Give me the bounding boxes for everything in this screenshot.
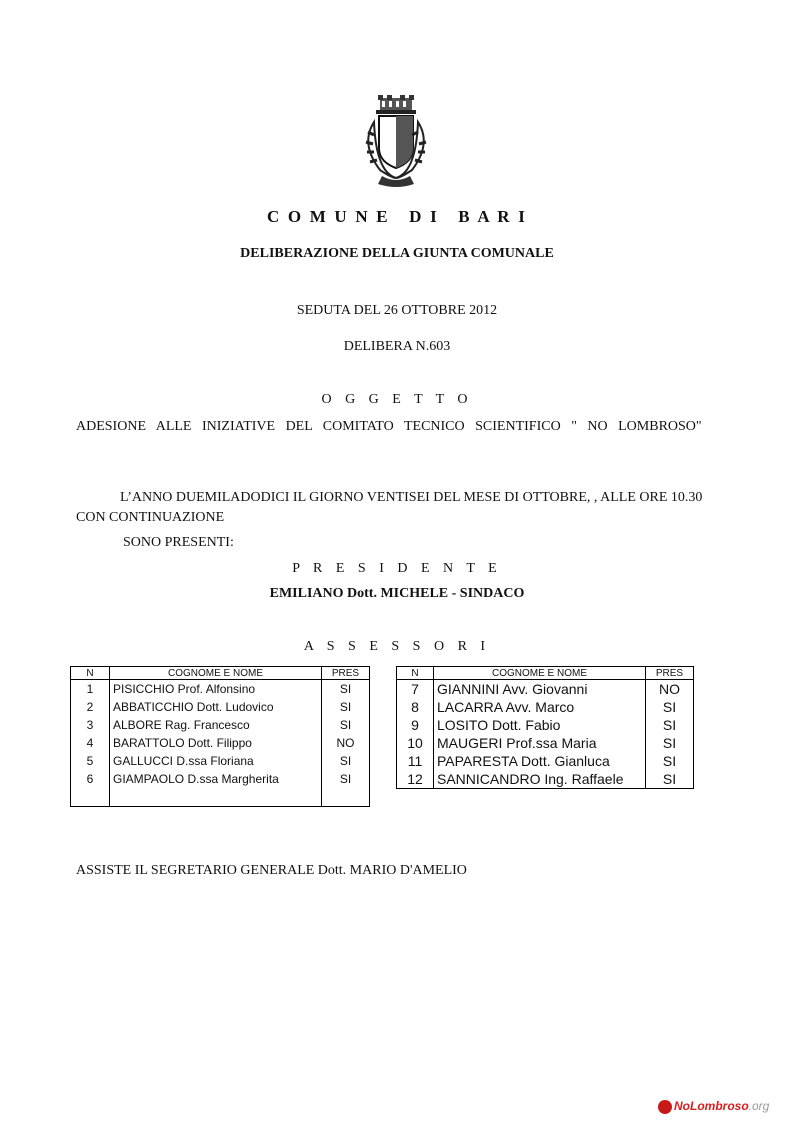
row-present: NO xyxy=(646,680,694,699)
row-present: SI xyxy=(322,698,370,716)
meeting-opening-text: L’ANNO DUEMILADODICI IL GIORNO VENTISEI DEL MESE DI OTTOBRE, , ALLE ORE 10.30 CON CONTINUAZIONE xyxy=(76,490,703,525)
row-present: SI xyxy=(646,698,694,716)
deliberation-number: DELIBERA N.603 xyxy=(343,339,451,354)
row-number: 9 xyxy=(397,716,434,734)
session-date: SEDUTA DEL 26 OTTOBRE 2012 xyxy=(296,303,498,318)
row-present: SI xyxy=(646,770,694,788)
row-number: 1 xyxy=(71,680,110,699)
president-name: EMILIANO Dott. MICHELE - SINDACO xyxy=(269,586,525,601)
row-number: 8 xyxy=(397,698,434,716)
row-number: 3 xyxy=(71,716,110,734)
subject-text: ADESIONE ALLE INIZIATIVE DEL COMITATO TECNICO SCIENTIFICO " NO LOMBROSO" xyxy=(76,419,702,434)
logo-text: NoLombroso.org xyxy=(674,1099,770,1113)
nolombroso-logo xyxy=(658,1097,778,1117)
assessors-heading: A S S E S S O R I xyxy=(303,639,491,654)
table-row xyxy=(397,698,694,716)
row-number: 10 xyxy=(397,734,434,752)
col-header-number: N xyxy=(71,667,110,680)
row-name: BARATTOLO Dott. Filippo xyxy=(110,734,322,752)
comune-title: C O M U N E D I B A R I xyxy=(266,207,528,226)
row-name: GIAMPAOLO D.ssa Margherita xyxy=(110,770,322,806)
row-present: SI xyxy=(322,752,370,770)
deliberation-title: DELIBERAZIONE DELLA GIUNTA COMUNALE xyxy=(240,246,554,261)
president-heading: P R E S I D E N T E xyxy=(292,561,502,576)
assessors-table-right xyxy=(396,666,694,789)
col-header-name: COGNOME E NOME xyxy=(434,667,646,680)
row-number: 4 xyxy=(71,734,110,752)
table-row xyxy=(397,734,694,752)
row-present: SI xyxy=(322,680,370,699)
row-present: SI xyxy=(646,734,694,752)
coat-of-arms-icon xyxy=(354,92,438,188)
row-present: SI xyxy=(646,752,694,770)
row-name: LACARRA Avv. Marco xyxy=(434,698,646,716)
row-present: SI xyxy=(646,716,694,734)
row-number: 5 xyxy=(71,752,110,770)
col-header-number: N xyxy=(397,667,434,680)
subject-heading: O G G E T T O xyxy=(321,392,473,407)
table-row xyxy=(71,734,370,752)
table-row xyxy=(71,716,370,734)
secretary-line: ASSISTE IL SEGRETARIO GENERALE Dott. MARIO D'AMELIO xyxy=(76,863,467,878)
present-label: SONO PRESENTI: xyxy=(123,535,234,550)
row-name: PAPARESTA Dott. Gianluca xyxy=(434,752,646,770)
row-name: ABBATICCHIO Dott. Ludovico xyxy=(110,698,322,716)
row-present: SI xyxy=(322,716,370,734)
table-row xyxy=(397,716,694,734)
row-name: MAUGERI Prof.ssa Maria xyxy=(434,734,646,752)
row-number: 6 xyxy=(71,770,110,806)
table-row xyxy=(397,680,694,699)
logo-circle-icon xyxy=(658,1100,672,1114)
table-row xyxy=(397,770,694,788)
row-name: GALLUCCI D.ssa Floriana xyxy=(110,752,322,770)
assessors-table-left xyxy=(70,666,370,807)
col-header-name: COGNOME E NOME xyxy=(110,667,322,680)
row-name: PISICCHIO Prof. Alfonsino xyxy=(110,680,322,699)
row-number: 7 xyxy=(397,680,434,699)
table-row xyxy=(397,752,694,770)
col-header-present: PRES xyxy=(322,667,370,680)
table-row xyxy=(71,680,370,699)
col-header-present: PRES xyxy=(646,667,694,680)
table-row xyxy=(71,770,370,806)
row-present: SI xyxy=(322,770,370,806)
row-name: LOSITO Dott. Fabio xyxy=(434,716,646,734)
row-name: GIANNINI Avv. Giovanni xyxy=(434,680,646,699)
row-number: 12 xyxy=(397,770,434,788)
row-number: 2 xyxy=(71,698,110,716)
table-row xyxy=(71,752,370,770)
row-name: SANNICANDRO Ing. Raffaele xyxy=(434,770,646,788)
table-row xyxy=(71,698,370,716)
row-present: NO xyxy=(322,734,370,752)
row-number: 11 xyxy=(397,752,434,770)
row-name: ALBORE Rag. Francesco xyxy=(110,716,322,734)
